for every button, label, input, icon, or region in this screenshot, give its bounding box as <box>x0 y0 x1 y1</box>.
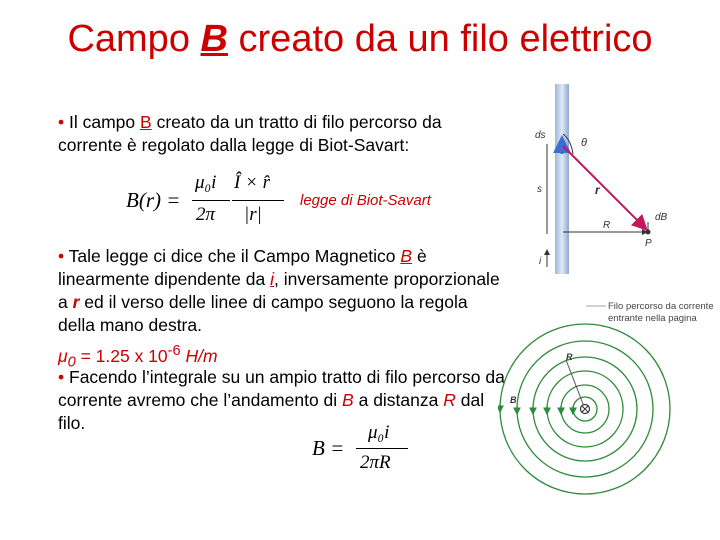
integral-text-1: Facendo l’integrale su un ampio tratto di filo percorso da corrente avremo che l’andamento di <box>58 367 505 410</box>
label-theta: θ <box>581 137 587 149</box>
integral-paragraph <box>58 366 508 435</box>
field-lines-diagram <box>498 296 716 534</box>
integral-r-symbol: R <box>443 390 456 410</box>
label-P: P <box>645 238 652 249</box>
field-formula <box>312 422 422 482</box>
formula1-num: μ₀i <box>195 172 217 193</box>
wire-caption-line2: entrante nella pagina <box>608 313 697 324</box>
label-R: R <box>603 220 611 231</box>
formula1-frac2-den: |r| <box>244 204 262 225</box>
mu0-sub: 0 <box>67 354 76 371</box>
intro-text-1: Il campo <box>64 112 141 132</box>
bullet: • <box>58 112 65 132</box>
mu0-symbol: μ <box>58 345 68 366</box>
formula1-lhs: B(r) = <box>126 188 181 212</box>
point-P <box>646 230 651 235</box>
law-text-1: Tale legge ci dice che il Campo Magnetico <box>64 246 401 266</box>
formula2-num: μ₀i <box>368 422 390 443</box>
formula1-den: 2π <box>196 204 216 225</box>
label-B: B <box>510 395 517 405</box>
title-suffix: creato da un filo elettrico <box>227 18 653 60</box>
biot-savart-diagram <box>505 82 695 277</box>
wire-caption-line1: Filo percorso da corrente <box>608 301 714 312</box>
formula1-fraction-bar-2 <box>232 200 284 201</box>
bullet: • <box>58 367 65 387</box>
law-r-symbol: r <box>72 292 80 312</box>
title-prefix: Campo <box>67 18 201 60</box>
mu0-unit: H/m <box>180 345 218 366</box>
intro-text-2: creato da un tratto di filo percorso da corrente è regolato dalla legge di Biot-Savart: <box>58 112 442 155</box>
intro-b-symbol: B <box>140 112 152 132</box>
law-b-symbol: B <box>400 246 413 266</box>
biot-savart-caption: legge di Biot-Savart <box>300 192 431 209</box>
law-text-3: , inversamente proporzionale a <box>58 269 500 312</box>
label-i: i <box>539 256 542 267</box>
integral-text-3: dal filo. <box>58 390 485 433</box>
label-dB: dB <box>655 212 668 223</box>
intro-paragraph <box>58 111 508 157</box>
mu0-exp: -6 <box>167 343 181 359</box>
page-title <box>0 18 720 61</box>
formula2-lhs: B = <box>312 436 345 460</box>
bullet: • <box>58 246 65 266</box>
law-paragraph <box>58 245 508 337</box>
law-i-symbol: i <box>270 269 274 289</box>
label-s: s <box>537 184 542 195</box>
formula1-frac2-num: Î × r̂ <box>234 172 271 193</box>
formula1-fraction-bar <box>192 200 230 201</box>
r-vector <box>563 146 645 228</box>
integral-text-2: a distanza <box>353 390 444 410</box>
integral-b-symbol: B <box>342 390 354 410</box>
label-r: r <box>595 183 600 197</box>
label-ds: ds <box>535 130 546 141</box>
law-text-4: ed il verso delle linee di campo seguono la regola della mano destra. <box>58 292 468 335</box>
field-arrows <box>500 404 573 414</box>
label-R2: R <box>566 352 573 362</box>
mu0-eq: = 1.25 x 10 <box>75 345 168 366</box>
formula2-fraction-bar <box>356 448 408 449</box>
title-b: B <box>200 18 228 60</box>
wire <box>555 84 569 274</box>
law-text-2: è linearmente dipendente da <box>58 246 427 289</box>
formula2-den: 2πR <box>360 452 391 473</box>
biot-savart-formula <box>126 172 286 232</box>
